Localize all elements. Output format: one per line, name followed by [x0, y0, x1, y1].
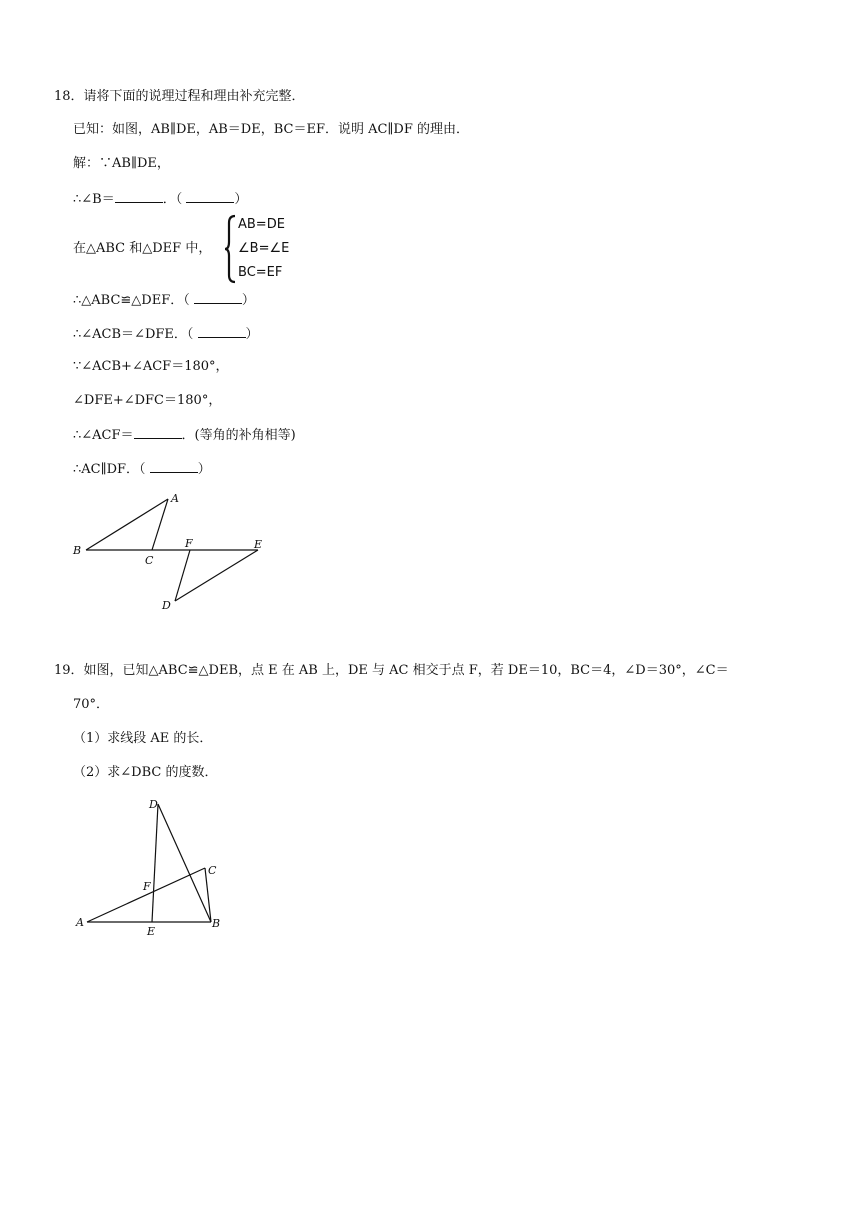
- q19-part-2: （2）求∠DBC 的度数．: [73, 765, 218, 780]
- point-label-e: E: [147, 925, 156, 938]
- punct: ）: [197, 462, 211, 477]
- q18-parallel-text: ∴AC∥DF．（: [73, 462, 146, 477]
- point-label-a: A: [171, 492, 179, 505]
- q18-angle-acf-text: ∴∠ACF＝: [73, 428, 134, 443]
- q18-parallel: [73, 459, 211, 479]
- point-label-f: F: [185, 537, 193, 550]
- q18-angle-acf: [73, 425, 296, 445]
- point-label-c: C: [208, 864, 217, 877]
- q18-line-angle-b-text: ∴∠B＝: [73, 192, 115, 207]
- reason-blank[interactable]: [150, 459, 198, 473]
- answer-blank[interactable]: [115, 189, 163, 203]
- point-label-f: F: [143, 880, 151, 893]
- q19-figure: [70, 790, 240, 940]
- point-label-c: C: [145, 554, 154, 567]
- q18-angle-equal: [73, 324, 259, 344]
- punct: ）: [245, 327, 259, 342]
- answer-blank[interactable]: [134, 425, 182, 439]
- reason-blank[interactable]: [198, 324, 246, 338]
- q18-angle-equal-text: ∴∠ACB＝∠DFE．（: [73, 327, 194, 342]
- reason-blank[interactable]: [186, 189, 234, 203]
- point-label-b: B: [73, 544, 82, 557]
- equation-system: [224, 214, 324, 284]
- q18-supplement-2: ∠DFE+∠DFC＝180°，: [73, 393, 222, 408]
- q18-given: 已知：如图，AB∥DE，AB＝DE，BC＝EF．说明 AC∥DF 的理由．: [73, 122, 470, 137]
- segment-ac: [152, 499, 168, 550]
- point-label-d: D: [149, 798, 158, 811]
- punct: ）: [241, 293, 255, 308]
- segment-ab: [86, 499, 168, 550]
- q18-supplement-1: ∵∠ACB+∠ACF＝180°，: [73, 359, 229, 374]
- system-row-2: ∠B=∠E: [238, 241, 290, 256]
- q19-title-cont: 70°．: [73, 697, 110, 712]
- q18-title: 18．请将下面的说理过程和理由补充完整．: [54, 89, 305, 104]
- q19-part-1: （1）求线段 AE 的长．: [73, 731, 213, 746]
- q18-line-angle-b: [73, 189, 247, 209]
- punct: ）: [234, 192, 248, 207]
- q18-figure: [60, 488, 290, 618]
- left-brace-icon: [224, 214, 238, 284]
- point-label-a: A: [76, 916, 84, 929]
- segment-ac: [87, 868, 205, 922]
- q18-solution-start: 解：∵AB∥DE，: [73, 156, 170, 171]
- point-label-e: E: [254, 538, 263, 551]
- punct: ．（: [162, 192, 183, 207]
- q18-congruent: [73, 290, 255, 310]
- q18-angle-acf-reason: ．(等角的补角相等): [181, 428, 296, 443]
- system-row-3: BC=EF: [238, 265, 283, 280]
- point-label-b: B: [212, 917, 221, 930]
- q19-title: 19．如图，已知△ABC≌△DEB，点 E 在 AB 上，DE 与 AC 相交于点 F，若 DE＝10，BC＝4，∠D＝30°，∠C＝: [54, 663, 729, 678]
- system-row-1: AB=DE: [238, 217, 285, 232]
- q18-congruent-text: ∴△ABC≌△DEF．（: [73, 293, 190, 308]
- reason-blank[interactable]: [194, 290, 242, 304]
- segment-db: [158, 804, 211, 922]
- segment-de: [152, 804, 158, 922]
- point-label-d: D: [162, 599, 171, 612]
- q18-in-triangles: 在△ABC 和△DEF 中，: [73, 241, 212, 256]
